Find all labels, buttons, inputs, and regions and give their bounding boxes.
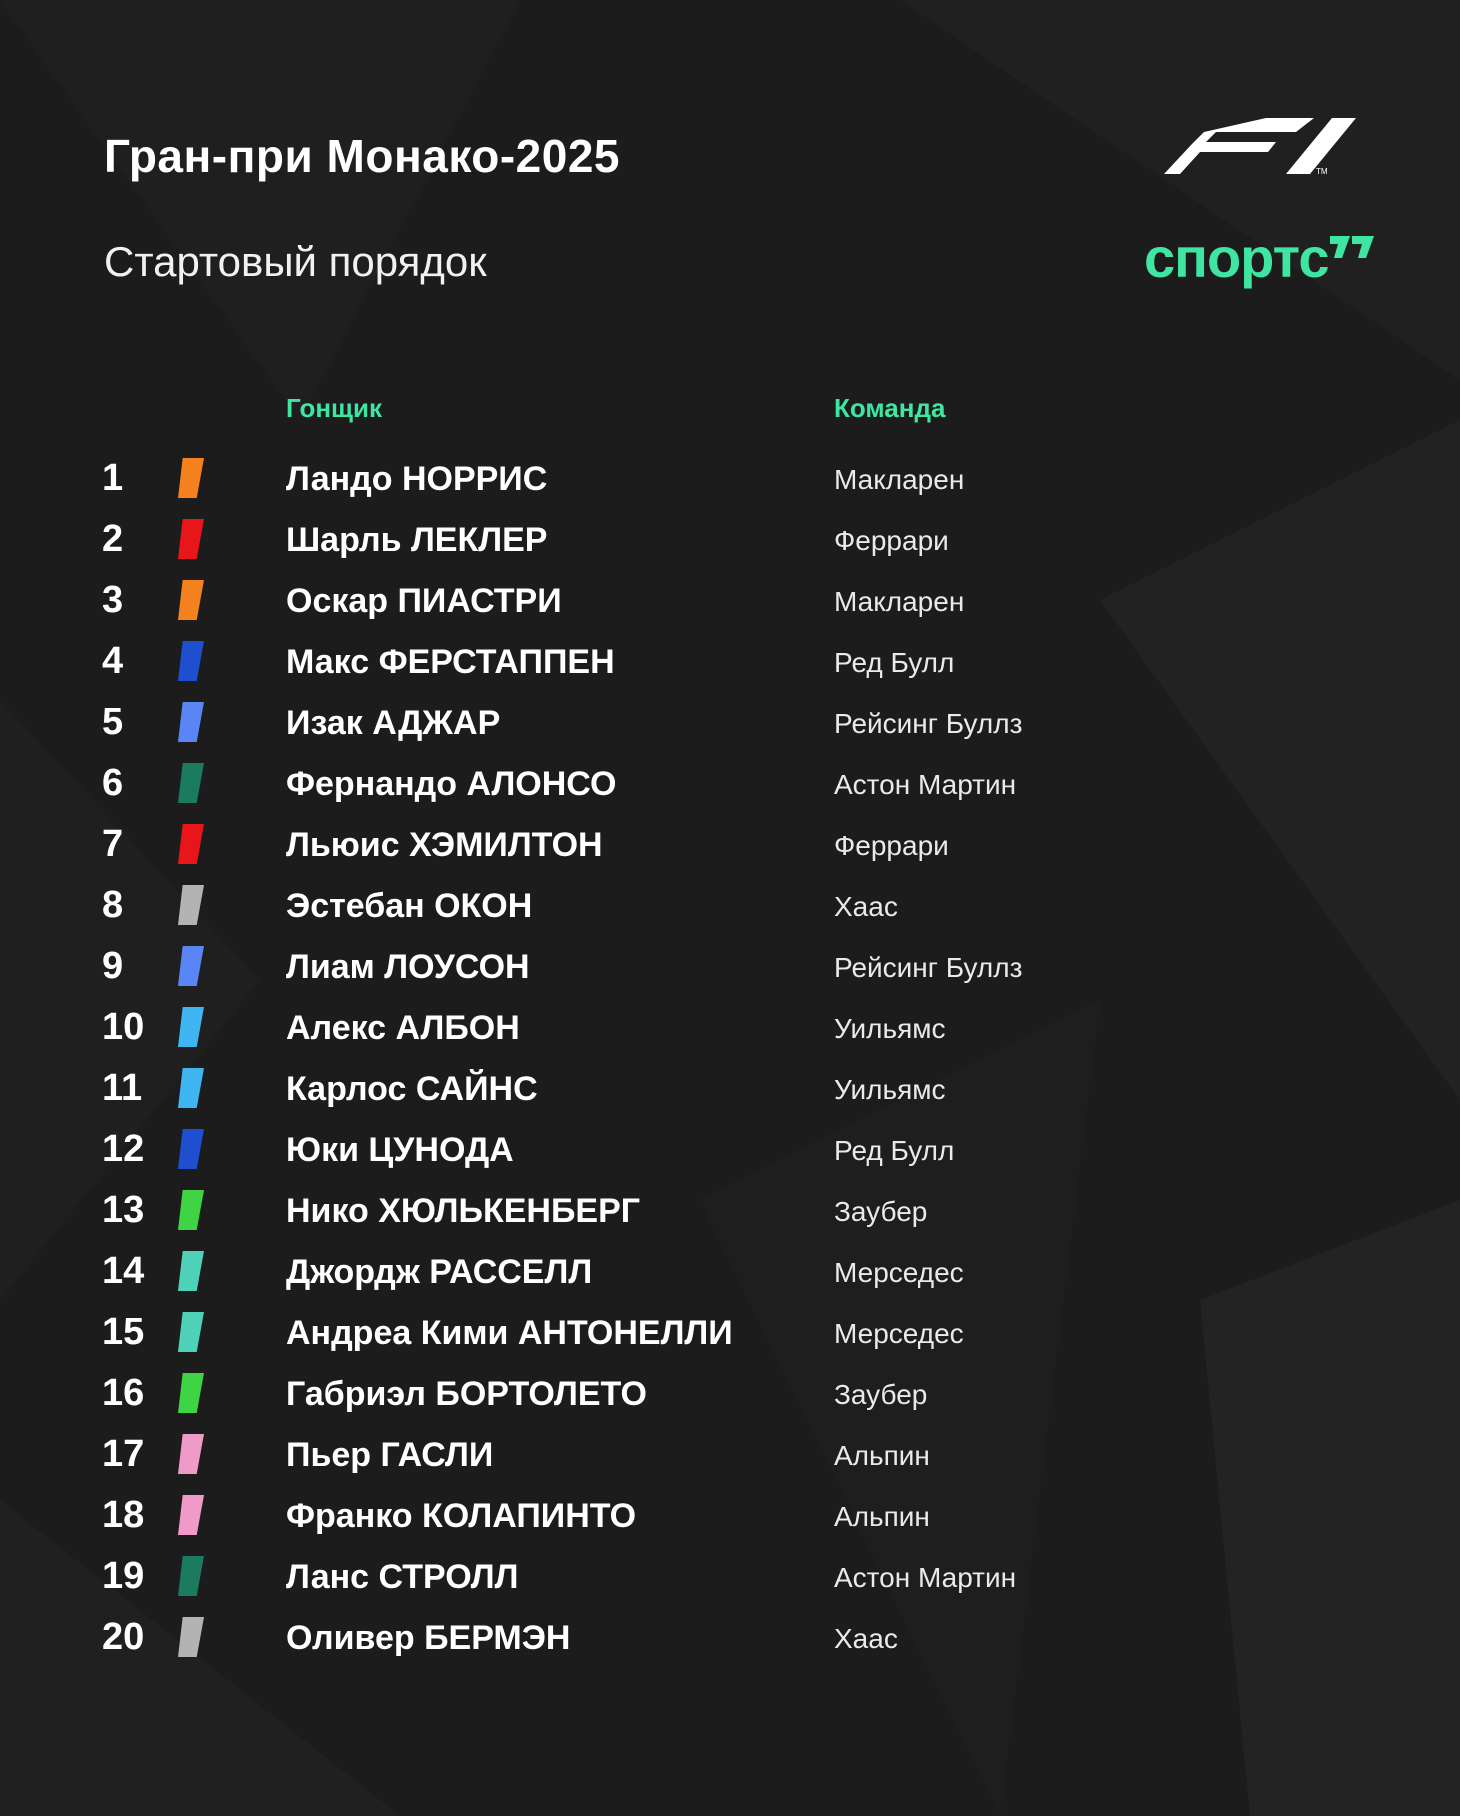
grid-row [0, 570, 1460, 630]
team-name: Астон Мартин [834, 1562, 1017, 1593]
team-color-icon [178, 1556, 204, 1596]
grid-position: 1 [102, 457, 124, 499]
page-subtitle: Стартовый порядок [104, 238, 487, 285]
grid-row [0, 936, 1460, 996]
grid-row [0, 1180, 1460, 1240]
grid-position: 13 [102, 1189, 145, 1231]
team-name: Макларен [834, 464, 965, 495]
grid-position: 19 [102, 1555, 145, 1597]
grid-position: 20 [102, 1616, 145, 1658]
driver-name: Нико ХЮЛЬКЕНБЕРГ [286, 1192, 641, 1230]
column-header-driver: Гонщик [286, 393, 382, 423]
grid-position: 3 [102, 579, 124, 621]
grid-position: 17 [102, 1433, 145, 1475]
team-color-icon [178, 1068, 204, 1108]
team-name: Ред Булл [834, 1135, 955, 1166]
grid-position: 11 [102, 1067, 143, 1109]
driver-name: Лиам ЛОУСОН [286, 948, 530, 986]
grid-row [0, 1302, 1460, 1362]
team-color-icon [178, 458, 204, 498]
driver-name: Франко КОЛАПИНТО [286, 1497, 637, 1535]
grid-position: 14 [102, 1250, 145, 1292]
driver-name: Оливер БЕРМЭН [286, 1619, 571, 1657]
grid-row [0, 1119, 1460, 1179]
team-color-icon [178, 1617, 204, 1657]
grid-position: 16 [102, 1372, 145, 1414]
grid-row [0, 509, 1460, 569]
grid-row [0, 1424, 1460, 1484]
team-name: Уильямс [834, 1013, 946, 1044]
grid-row [0, 448, 1460, 508]
driver-name: Пьер ГАСЛИ [286, 1436, 494, 1474]
grid-row [0, 1485, 1460, 1545]
team-name: Заубер [834, 1379, 928, 1410]
team-color-icon [178, 1434, 204, 1474]
column-header-team: Команда [834, 393, 946, 423]
driver-name: Алекс АЛБОН [286, 1009, 520, 1047]
team-color-icon [178, 1129, 204, 1169]
driver-name: Андреа Кими АНТОНЕЛЛИ [286, 1314, 733, 1352]
team-name: Рейсинг Буллз [834, 708, 1023, 739]
page-title: Гран-при Монако-2025 [104, 130, 620, 182]
team-color-icon [178, 580, 204, 620]
team-name: Хаас [834, 1623, 898, 1654]
driver-name: Фернандо АЛОНСО [286, 765, 617, 803]
grid-position: 7 [102, 823, 124, 865]
grid-row [0, 997, 1460, 1057]
team-name: Мерседес [834, 1318, 964, 1349]
driver-name: Шарль ЛЕКЛЕР [286, 521, 548, 559]
team-name: Феррари [834, 830, 949, 861]
grid-position: 5 [102, 701, 124, 743]
team-color-icon [178, 1373, 204, 1413]
driver-name: Изак АДЖАР [286, 704, 501, 742]
team-name: Ред Булл [834, 647, 955, 678]
team-color-icon [178, 1312, 204, 1352]
team-color-icon [178, 519, 204, 559]
driver-name: Льюис ХЭМИЛТОН [286, 826, 603, 864]
grid-row [0, 631, 1460, 691]
team-color-icon [178, 763, 204, 803]
team-color-icon [178, 1007, 204, 1047]
driver-name: Габриэл БОРТОЛЕТО [286, 1375, 647, 1413]
team-name: Астон Мартин [834, 769, 1017, 800]
grid-position: 10 [102, 1006, 145, 1048]
grid-position: 18 [102, 1494, 145, 1536]
driver-name: Ланс СТРОЛЛ [286, 1558, 519, 1596]
team-color-icon [178, 702, 204, 742]
team-color-icon [178, 1251, 204, 1291]
grid-position: 4 [102, 640, 124, 682]
team-name: Альпин [834, 1440, 930, 1471]
team-name: Альпин [834, 1501, 930, 1532]
team-name: Феррари [834, 525, 949, 556]
driver-name: Ландо НОРРИС [286, 460, 548, 498]
grid-position: 8 [102, 884, 124, 926]
team-name: Хаас [834, 891, 898, 922]
f1-logo-icon [1146, 118, 1356, 174]
team-color-icon [178, 641, 204, 681]
grid-row [0, 753, 1460, 813]
driver-name: Оскар ПИАСТРИ [286, 582, 562, 620]
driver-name: Юки ЦУНОДА [286, 1131, 514, 1169]
team-name: Рейсинг Буллз [834, 952, 1023, 983]
driver-name: Эстебан ОКОН [286, 887, 533, 925]
grid-row [0, 1607, 1460, 1667]
team-color-icon [178, 885, 204, 925]
team-name: Заубер [834, 1196, 928, 1227]
driver-name: Макс ФЕРСТАППЕН [286, 643, 615, 681]
team-color-icon [178, 1495, 204, 1535]
team-name: Макларен [834, 586, 965, 617]
grid-row [0, 1546, 1460, 1606]
grid-position: 9 [102, 945, 124, 987]
grid-row [0, 1241, 1460, 1301]
svg-text:TM: TM [1316, 167, 1328, 174]
grid-position: 2 [102, 518, 124, 560]
grid-row [0, 875, 1460, 935]
team-name: Уильямс [834, 1074, 946, 1105]
driver-name: Джордж РАССЕЛЛ [286, 1253, 593, 1291]
driver-name: Карлос САЙНС [286, 1070, 538, 1108]
team-color-icon [178, 824, 204, 864]
team-color-icon [178, 1190, 204, 1230]
grid-row [0, 1363, 1460, 1423]
grid-position: 12 [102, 1128, 145, 1170]
grid-row [0, 1058, 1460, 1118]
grid-row [0, 692, 1460, 752]
team-color-icon [178, 946, 204, 986]
grid-position: 15 [102, 1311, 145, 1353]
grid-row [0, 814, 1460, 874]
sports-ru-logo-icon: спортс [1144, 226, 1329, 289]
grid-position: 6 [102, 762, 124, 804]
team-name: Мерседес [834, 1257, 964, 1288]
sports-ru-quote-icon [1330, 236, 1374, 258]
